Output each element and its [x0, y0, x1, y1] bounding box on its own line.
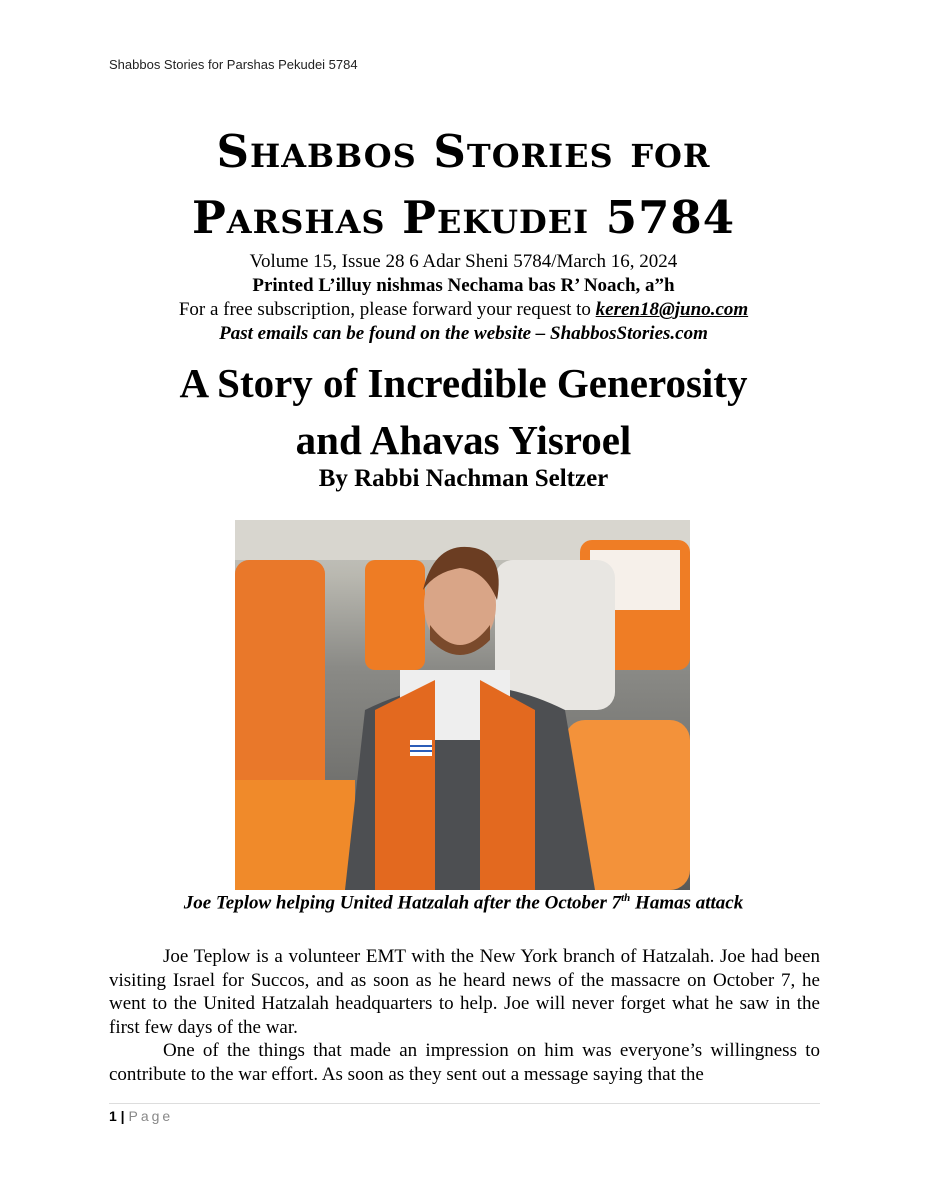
page-label: Page	[128, 1108, 174, 1124]
footer-separator: |	[116, 1108, 129, 1124]
caption-text: Joe Teplow helping United Hatzalah after the October 7	[183, 892, 622, 914]
subscription-note	[0, 298, 927, 322]
page-footer	[109, 1108, 173, 1124]
article-body	[109, 945, 820, 1086]
newsletter-title-line1: Shabbos Stories for	[216, 125, 711, 178]
issue-info: Volume 15, Issue 28 6 Adar Sheni 5784/March 16, 2024	[249, 251, 678, 272]
footer-divider	[109, 1103, 820, 1104]
dedication: Printed L’illuy nishmas Nechama bas R’ Noach, a”h	[252, 275, 675, 296]
email-link[interactable]: keren18@juno.com	[595, 299, 749, 320]
caption-text-end: Hamas attack	[630, 892, 744, 914]
newsletter-title-line2: Parshas Pekudei 5784	[191, 191, 736, 244]
byline: By Rabbi Nachman Seltzer	[318, 465, 609, 492]
paragraph: Joe Teplow is a volunteer EMT with the New York branch of Hatzalah. Joe had been visiting Israel for Succos, and as soon as he heard news of the massacre on October 7, he went to the United Hatzalah headquarters to help. Joe will never forget what he saw in the first few days of the war.	[109, 946, 820, 1038]
caption-superscript: th	[621, 892, 631, 904]
article-photo	[235, 520, 690, 890]
running-header: Shabbos Stories for Parshas Pekudei 5784	[109, 57, 358, 72]
subscription-text: For a free subscription, please forward your request to	[178, 299, 596, 320]
article-headline-line2: and Ahavas Yisroel	[295, 417, 632, 463]
article-headline-line1: A Story of Incredible Generosity	[179, 360, 748, 406]
website-note: Past emails can be found on the website – ShabbosStories.com	[219, 323, 708, 344]
page-number: 1	[109, 1108, 117, 1124]
photo-caption	[0, 892, 927, 914]
paragraph: One of the things that made an impression on him was everyone’s willingness to contribute to the war effort. As soon as they sent out a message saying that the	[109, 1040, 820, 1085]
